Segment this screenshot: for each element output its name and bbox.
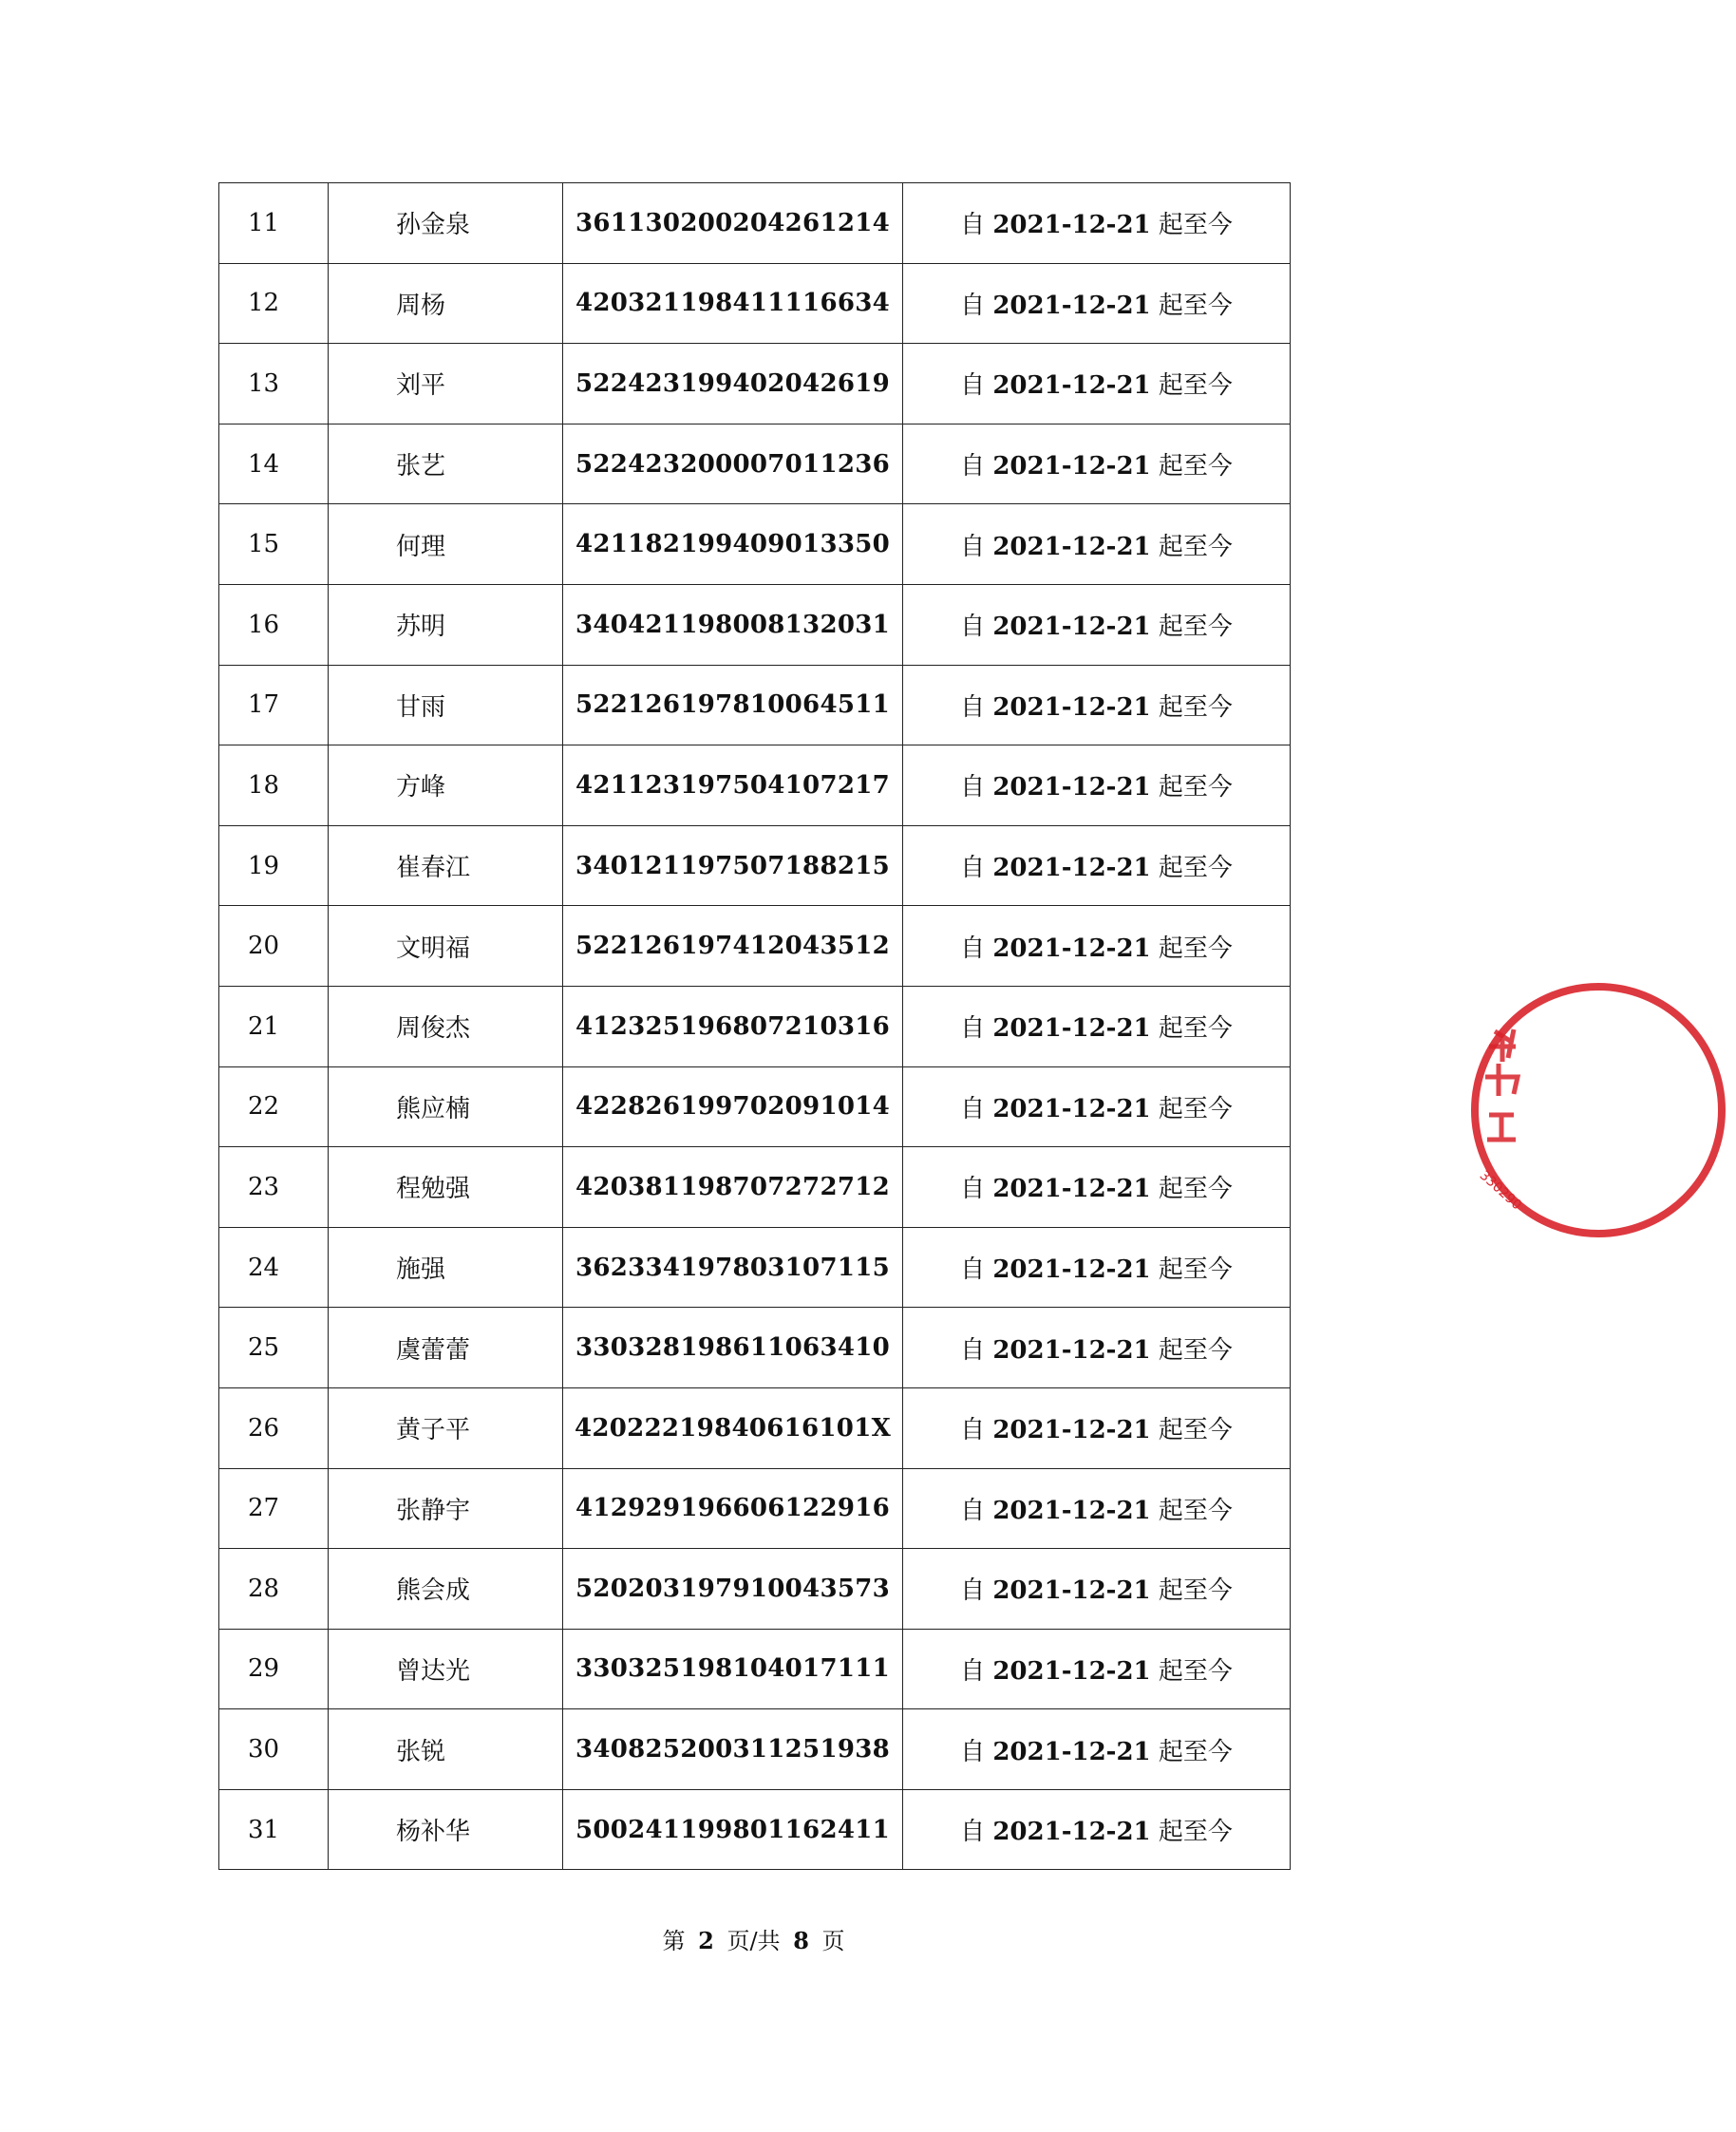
id-number-cell: 330328198611063410 [563, 1308, 903, 1388]
company-seal-stamp [1461, 972, 1736, 1248]
person-name-cell: 施强 [329, 1227, 563, 1308]
id-number-cell: 522126197412043512 [563, 906, 903, 987]
person-name-cell: 甘雨 [329, 665, 563, 745]
period-cell [903, 424, 1291, 504]
table-row [219, 1468, 1291, 1549]
period-start-date: 2021-12-21 [992, 1175, 1151, 1204]
period-prefix: 自 [960, 1094, 986, 1123]
person-name-cell: 刘平 [329, 344, 563, 425]
period-start-date: 2021-12-21 [992, 371, 1151, 401]
row-number-cell: 24 [219, 1227, 329, 1308]
row-number-cell: 13 [219, 344, 329, 425]
period-start-date: 2021-12-21 [992, 1014, 1151, 1044]
row-number-cell: 25 [219, 1308, 329, 1388]
footer-middle: 页/共 [726, 1928, 781, 1954]
period-cell [903, 584, 1291, 665]
period-prefix: 自 [960, 1737, 986, 1766]
period-prefix: 自 [960, 1175, 986, 1204]
person-name-cell: 熊应楠 [329, 1066, 563, 1147]
period-start-date: 2021-12-21 [992, 692, 1151, 722]
id-number-cell: 522423199402042619 [563, 344, 903, 425]
period-start-date: 2021-12-21 [992, 1094, 1151, 1123]
period-cell [903, 1549, 1291, 1630]
table-row [219, 263, 1291, 344]
person-name-cell: 苏明 [329, 584, 563, 665]
period-suffix: 起至今 [1158, 452, 1233, 481]
period-prefix: 自 [960, 1496, 986, 1525]
id-number-cell: 361130200204261214 [563, 183, 903, 264]
table-row [219, 344, 1291, 425]
id-number-cell: 421182199409013350 [563, 504, 903, 585]
person-name-cell: 虞蕾蕾 [329, 1308, 563, 1388]
id-number-cell: 420381198707272712 [563, 1147, 903, 1228]
table-row [219, 665, 1291, 745]
period-prefix: 自 [960, 613, 986, 642]
period-cell [903, 1066, 1291, 1147]
row-number-cell: 18 [219, 745, 329, 826]
row-number-cell: 26 [219, 1387, 329, 1468]
period-prefix: 自 [960, 532, 986, 561]
row-number-cell: 14 [219, 424, 329, 504]
period-cell [903, 183, 1291, 264]
person-name-cell: 熊会成 [329, 1549, 563, 1630]
person-name-cell: 张艺 [329, 424, 563, 504]
id-number-cell: 412929196606122916 [563, 1468, 903, 1549]
period-prefix: 自 [960, 211, 986, 240]
period-cell [903, 1789, 1291, 1870]
period-start-date: 2021-12-21 [992, 613, 1151, 642]
row-number-cell: 19 [219, 825, 329, 906]
table-row [219, 986, 1291, 1066]
period-cell [903, 504, 1291, 585]
period-start-date: 2021-12-21 [992, 1576, 1151, 1606]
period-suffix: 起至今 [1158, 854, 1233, 883]
table-row [219, 1308, 1291, 1388]
person-name-cell: 周杨 [329, 263, 563, 344]
row-number-cell: 21 [219, 986, 329, 1066]
footer-total-pages: 8 [793, 1927, 809, 1954]
row-number-cell: 16 [219, 584, 329, 665]
period-suffix: 起至今 [1158, 1496, 1233, 1525]
period-suffix: 起至今 [1158, 532, 1233, 561]
period-suffix: 起至今 [1158, 291, 1233, 320]
period-cell [903, 1629, 1291, 1709]
period-prefix: 自 [960, 291, 986, 320]
period-start-date: 2021-12-21 [992, 291, 1151, 320]
row-number-cell: 31 [219, 1789, 329, 1870]
period-suffix: 起至今 [1158, 613, 1233, 642]
period-prefix: 自 [960, 1416, 986, 1445]
seal-fragment-text: 330290 [1476, 1167, 1525, 1214]
id-number-cell: 420321198411116634 [563, 263, 903, 344]
table-row [219, 906, 1291, 987]
table-row [219, 504, 1291, 585]
id-number-cell: 340121197507188215 [563, 825, 903, 906]
period-start-date: 2021-12-21 [992, 532, 1151, 561]
id-number-cell: 422826199702091014 [563, 1066, 903, 1147]
person-name-cell: 方峰 [329, 745, 563, 826]
row-number-cell: 20 [219, 906, 329, 987]
footer-suffix: 页 [821, 1928, 845, 1954]
period-prefix: 自 [960, 1014, 986, 1044]
period-suffix: 起至今 [1158, 1818, 1233, 1847]
row-number-cell: 22 [219, 1066, 329, 1147]
period-start-date: 2021-12-21 [992, 1335, 1151, 1365]
person-name-cell: 张锐 [329, 1709, 563, 1790]
period-suffix: 起至今 [1158, 1576, 1233, 1606]
id-number-cell: 500241199801162411 [563, 1789, 903, 1870]
id-number-cell: 421123197504107217 [563, 745, 903, 826]
period-start-date: 2021-12-21 [992, 1737, 1151, 1766]
period-start-date: 2021-12-21 [992, 934, 1151, 963]
period-start-date: 2021-12-21 [992, 773, 1151, 802]
table-row [219, 1709, 1291, 1790]
period-cell [903, 1147, 1291, 1228]
table-row [219, 1387, 1291, 1468]
person-name-cell: 何理 [329, 504, 563, 585]
row-number-cell: 30 [219, 1709, 329, 1790]
period-suffix: 起至今 [1158, 1014, 1233, 1044]
table-row [219, 584, 1291, 665]
period-prefix: 自 [960, 1335, 986, 1365]
period-suffix: 起至今 [1158, 692, 1233, 722]
table-row [219, 1147, 1291, 1228]
personnel-table [218, 182, 1291, 1870]
id-number-cell: 362334197803107115 [563, 1227, 903, 1308]
row-number-cell: 28 [219, 1549, 329, 1630]
period-cell [903, 745, 1291, 826]
period-start-date: 2021-12-21 [992, 1255, 1151, 1285]
period-prefix: 自 [960, 1656, 986, 1686]
period-start-date: 2021-12-21 [992, 854, 1151, 883]
period-suffix: 起至今 [1158, 1416, 1233, 1445]
period-cell [903, 1308, 1291, 1388]
period-prefix: 自 [960, 452, 986, 481]
seal-glyphs [1485, 1029, 1518, 1140]
period-prefix: 自 [960, 1818, 986, 1847]
person-name-cell: 崔春江 [329, 825, 563, 906]
table-row [219, 1629, 1291, 1709]
period-prefix: 自 [960, 371, 986, 401]
period-suffix: 起至今 [1158, 1094, 1233, 1123]
row-number-cell: 12 [219, 263, 329, 344]
id-number-cell: 412325196807210316 [563, 986, 903, 1066]
period-start-date: 2021-12-21 [992, 1818, 1151, 1847]
period-suffix: 起至今 [1158, 1737, 1233, 1766]
period-cell [903, 665, 1291, 745]
person-name-cell: 文明福 [329, 906, 563, 987]
period-cell [903, 906, 1291, 987]
period-suffix: 起至今 [1158, 1175, 1233, 1204]
table-row [219, 1549, 1291, 1630]
period-cell [903, 986, 1291, 1066]
id-number-cell: 330325198104017111 [563, 1629, 903, 1709]
id-number-cell: 520203197910043573 [563, 1549, 903, 1630]
period-prefix: 自 [960, 1576, 986, 1606]
period-start-date: 2021-12-21 [992, 1656, 1151, 1686]
period-cell [903, 1709, 1291, 1790]
person-name-cell: 周俊杰 [329, 986, 563, 1066]
period-prefix: 自 [960, 692, 986, 722]
period-cell [903, 263, 1291, 344]
period-suffix: 起至今 [1158, 1255, 1233, 1285]
period-suffix: 起至今 [1158, 211, 1233, 240]
period-cell [903, 1468, 1291, 1549]
period-suffix: 起至今 [1158, 1335, 1233, 1365]
row-number-cell: 27 [219, 1468, 329, 1549]
person-name-cell: 黄子平 [329, 1387, 563, 1468]
table-row [219, 183, 1291, 264]
period-suffix: 起至今 [1158, 371, 1233, 401]
id-number-cell: 522126197810064511 [563, 665, 903, 745]
person-name-cell: 张静宇 [329, 1468, 563, 1549]
period-cell [903, 344, 1291, 425]
period-suffix: 起至今 [1158, 1656, 1233, 1686]
period-start-date: 2021-12-21 [992, 1496, 1151, 1525]
period-prefix: 自 [960, 773, 986, 802]
table-row [219, 1227, 1291, 1308]
period-prefix: 自 [960, 934, 986, 963]
person-name-cell: 曾达光 [329, 1629, 563, 1709]
row-number-cell: 17 [219, 665, 329, 745]
period-prefix: 自 [960, 854, 986, 883]
period-start-date: 2021-12-21 [992, 211, 1151, 240]
page-footer [0, 1922, 1507, 1955]
period-prefix: 自 [960, 1255, 986, 1285]
row-number-cell: 29 [219, 1629, 329, 1709]
personnel-table-body [219, 183, 1291, 1870]
table-row [219, 825, 1291, 906]
id-number-cell: 522423200007011236 [563, 424, 903, 504]
period-cell [903, 1387, 1291, 1468]
row-number-cell: 15 [219, 504, 329, 585]
person-name-cell: 杨补华 [329, 1789, 563, 1870]
period-start-date: 2021-12-21 [992, 452, 1151, 481]
id-number-cell: 340421198008132031 [563, 584, 903, 665]
id-number-cell: 340825200311251938 [563, 1709, 903, 1790]
footer-page-number: 2 [698, 1927, 714, 1954]
person-name-cell: 孙金泉 [329, 183, 563, 264]
period-suffix: 起至今 [1158, 934, 1233, 963]
table-row [219, 424, 1291, 504]
table-row [219, 745, 1291, 826]
period-cell [903, 1227, 1291, 1308]
period-suffix: 起至今 [1158, 773, 1233, 802]
period-start-date: 2021-12-21 [992, 1416, 1151, 1445]
table-row [219, 1789, 1291, 1870]
footer-prefix: 第 [662, 1928, 686, 1954]
row-number-cell: 23 [219, 1147, 329, 1228]
table-row [219, 1066, 1291, 1147]
person-name-cell: 程勉强 [329, 1147, 563, 1228]
period-cell [903, 825, 1291, 906]
row-number-cell: 11 [219, 183, 329, 264]
id-number-cell: 42022219840616101X [563, 1387, 903, 1468]
